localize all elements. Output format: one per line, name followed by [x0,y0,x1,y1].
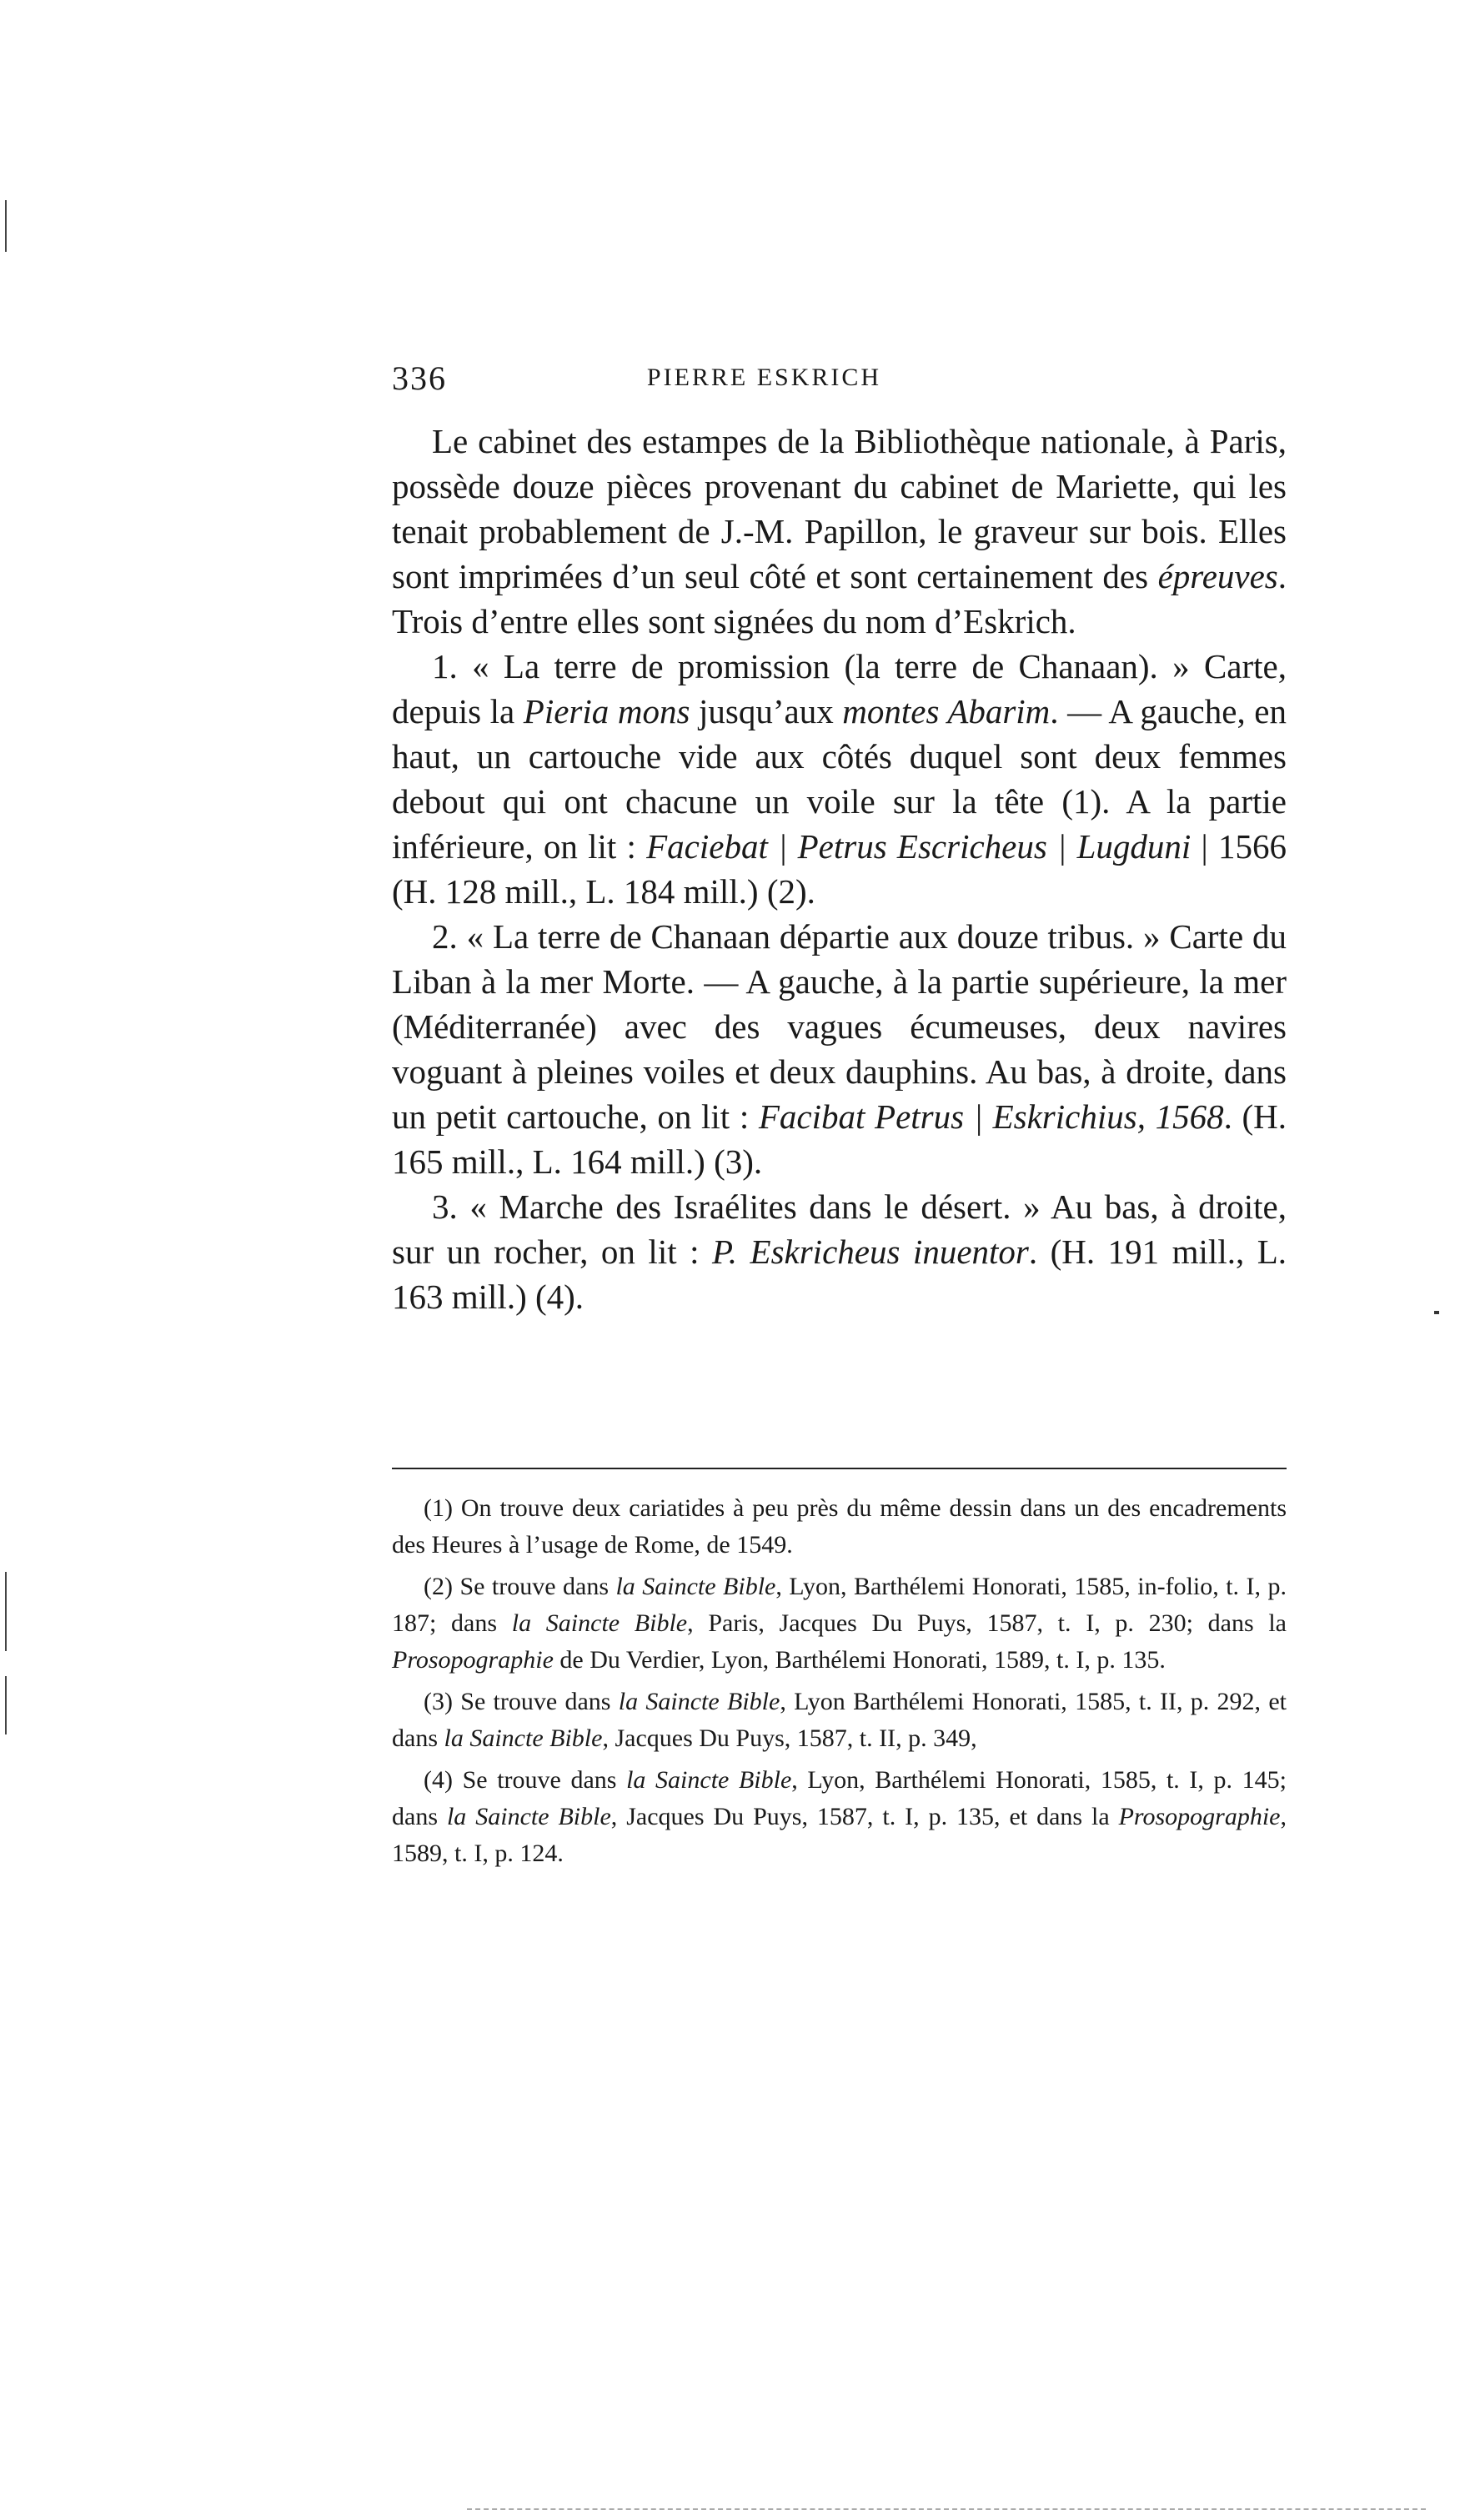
text-span: Le cabinet des estampes de la Bibliothèque nationale, à Paris, possède douze pièces provenant du cabinet de Mariette, qui les tenait probablement de J.-M. Papillon, le graveur sur bois. Elles sont imprimées d’un seul côté et sont certainement des [392,422,1287,595]
footnote-rule [392,1468,1287,1469]
text-span: , Lyon, Barthélemi Honorati, 1585, in-folio, t. I, p. 187; dans [392,1573,1287,1637]
italic-span: montes Abarim [842,692,1051,730]
text-span: , 1589, t. I, p. 124. [392,1803,1287,1867]
paragraph-item-1 [392,644,1287,914]
paragraph-item-2 [392,914,1287,1184]
text-span: . (H. 191 mill., L. 163 mill.) (4). [392,1232,1287,1316]
text-span: jusqu’aux [690,692,843,730]
text-span: , Jacques Du Puys, 1587, t. I, p. 135, et dans la [610,1803,1119,1830]
text-span: (3) Se trouve dans [424,1688,619,1715]
left-margin-mark [5,200,7,252]
text-span: , Paris, Jacques Du Puys, 1587, t. I, p. 230; dans la [687,1609,1287,1637]
italic-span: épreuves [1157,557,1278,595]
page-number: 336 [392,359,447,397]
italic-span: la Saincte Bible [618,1688,780,1715]
scan-speck [1434,1311,1439,1314]
text-span: . (H. 165 mill., L. 164 mill.) (3). [392,1097,1287,1181]
running-title: PIERRE ESKRICH [646,364,882,391]
text-span: (1) On trouve deux cariatides à peu près du même dessin dans un des encadrements des Heures à l’usage de Rome, de 1549. [392,1494,1287,1559]
bottom-scan-edge [467,2508,1426,2510]
left-margin-mark [5,1676,7,1734]
paragraph-item-3 [392,1184,1287,1319]
footnote-4 [392,1762,1287,1872]
text-span: 3. « Marche des Israélites dans le désert. » Au bas, à droite, sur un rocher, on lit : [392,1187,1287,1271]
italic-span: la Saincte Bible [444,1724,603,1752]
italic-span: la Saincte Bible [511,1609,688,1637]
text-span: , Lyon, Barthélemi Honorati, 1585, t. I, p. 145; dans [392,1766,1287,1830]
paragraph-intro [392,419,1287,644]
text-span: | 1566 (H. 128 mill., L. 184 mill.) (2). [392,827,1287,911]
footnotes [392,1490,1287,1877]
italic-span: la Saincte Bible [615,1573,776,1600]
text-span: (2) Se trouve dans [424,1573,616,1600]
text-span: de Du Verdier, Lyon, Barthélemi Honorati, 1589, t. I, p. 135. [553,1646,1166,1674]
italic-span: la Saincte Bible [446,1803,611,1830]
italic-span: Facibat Petrus | Eskrichius, 1568 [758,1097,1224,1136]
italic-span: P. Eskricheus inuentor [712,1232,1029,1271]
italic-span: Faciebat | Petrus Escricheus | Lugduni [646,827,1192,866]
text-span: 1. « La terre de promission (la terre de Chanaan). » Carte, depuis la [392,647,1287,730]
text-span: . — A gauche, en haut, un cartouche vide aux côtés duquel sont deux femmes debout qui ont chacune un voile sur la tête (1). A la partie inférieure, on lit : [392,692,1287,866]
text-span: . Trois d’entre elles sont signées du nom d’Eskrich. [392,557,1287,640]
italic-span: Prosopographie [1118,1803,1281,1830]
italic-span: Prosopographie [392,1646,554,1674]
footnote-3 [392,1684,1287,1757]
left-margin-mark [5,1572,7,1651]
main-text [392,419,1287,1319]
text-span: , Lyon Barthélemi Honorati, 1585, t. II, p. 292, et dans [392,1688,1287,1752]
text-span: (4) Se trouve dans [424,1766,627,1794]
italic-span: la Saincte Bible [626,1766,792,1794]
footnote-1 [392,1490,1287,1564]
text-span: , Jacques Du Puys, 1587, t. II, p. 349, [602,1724,977,1752]
text-span: 2. « La terre de Chanaan départie aux douze tribus. » Carte du Liban à la mer Morte. — A gauche, à la partie supérieure, la mer (Méditerranée) avec des vagues écumeuses, deux navires voguant à pleines voiles et deux dauphins. Au bas, à droite, dans un petit cartouche, on lit : [392,917,1287,1136]
italic-span: Pieria mons [523,692,690,730]
footnote-2 [392,1569,1287,1679]
